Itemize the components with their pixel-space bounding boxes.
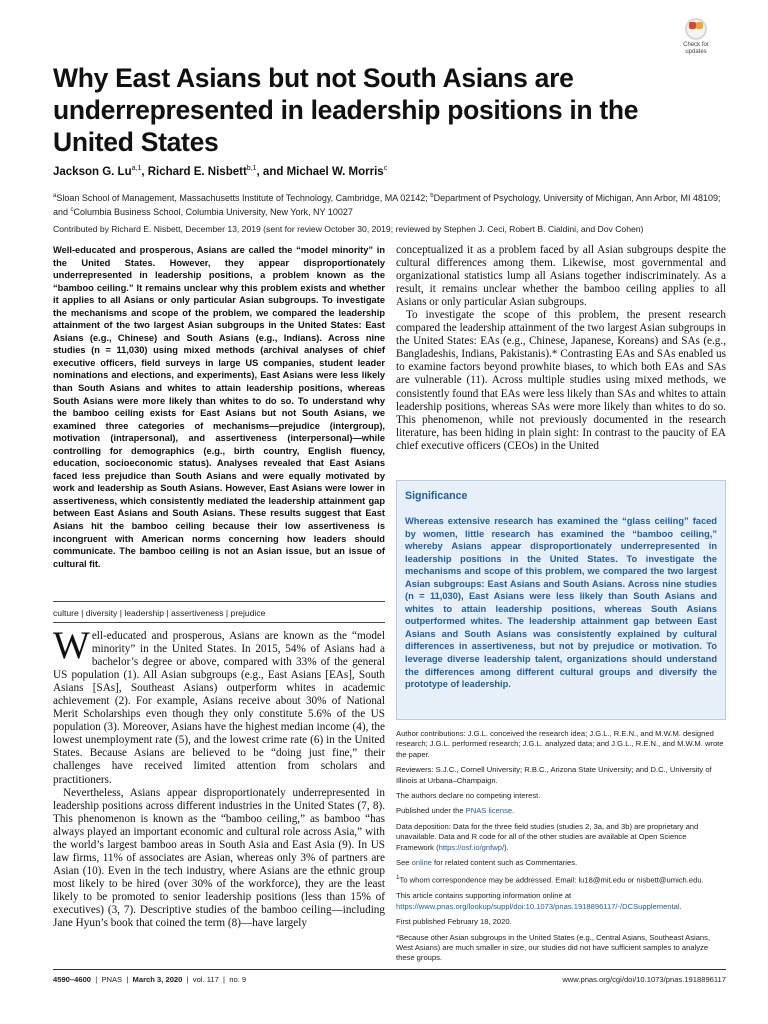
- body-column-right: [396, 244, 726, 453]
- footer-doi-url[interactable]: www.pnas.org/cgi/doi/10.1073/pnas.1918896117: [562, 975, 726, 984]
- body-paragraph: To investigate the scope of this problem, the present research compared the leadership attainment of the two largest Asian subgroups in the United States: EAs (e.g., Chinese, Japanese, Koreans) and SAs (e.g., Bangladeshis, Indians, Pakistanis).* Contrasting EAs and SAs enabled us to examine factors beyond prowhite biases, to which both EAs and SAs are vulnerable (11). Across multiple studies using mixed methods, we consistently found that EAs were less likely than SAs and whites to attain leadership positions, whereas SAs were more likely than whites to do so. This phenomenon, while not previously documented in the research literature, has been hiding in plain sight: In contrast to the paucity of EA chief executive officers (CEOs) in the United: [396, 309, 726, 452]
- footer-divider: [53, 969, 726, 970]
- badge-label: Check for updates: [683, 42, 709, 55]
- author-list: Jackson G. Lu$^{a,1}$, Richard E. Nisbett$^{b,1}$, and Michael W. Morris$^c$: [53, 165, 388, 178]
- osf-link[interactable]: https://osf.io/gnfwp/: [438, 842, 505, 852]
- license-note: Published under the PNAS license.: [396, 806, 515, 816]
- significance-title: Significance: [405, 490, 468, 502]
- supporting-info: This article contains supporting information online at https://www.pnas.org/lookup/suppl/doi:10.1073/pnas.1918896117/-/DCSupplemental.: [396, 891, 682, 911]
- correspondence: $^1$To whom correspondence may be addressed. Email: lu18@mit.edu or nisbett@umich.edu.: [396, 874, 704, 885]
- article-notes: [396, 729, 726, 969]
- footnote: *Because other Asian subgroups in the United States (e.g., Central Asians, Southeast Asians, West Asians) are much smaller in size, our studies did not have sufficient samples to analyze these groups.: [396, 932, 711, 963]
- author-name: Michael W. Morris: [286, 165, 384, 178]
- footer-citation: 4590–4600 | PNAS | March 3, 2020 | vol. 117 | no. 9: [53, 975, 247, 984]
- drop-cap: W: [53, 624, 90, 667]
- author-name: Richard E. Nisbett: [147, 165, 247, 178]
- abstract: Well-educated and prosperous, Asians are called the “model minority” in the United States. However, they appear disproportionately underrepresented in leadership positions, a problem known as the “bamboo ceiling.” It remains unclear why this problem exists and whether it applies to all Asians or only particular Asian subgroups. To investigate the mechanisms and scope of the problem, we compared the leadership attainment of the two largest Asian subgroups in the United States: East Asians (e.g., Chinese) and South Asians (e.g., Indians). Across nine studies (n = 11,030) using mixed methods (archival analyses of chief executive officers, field surveys in large US companies, student leader nominations and elections, and experiments), East Asians were less likely than South Asians and whites to attain leadership positions, whereas South Asians were more likely than whites to do so. To understand why the bamboo ceiling exists for East Asians but not South Asians, we examined three categories of mechanisms—prejudice (intergroup), motivation (intrapersonal), and assertiveness (interpersonal)—while controlling for demographics (e.g., birth country, English fluency, education, socioeconomic status). Analyses revealed that East Asians faced less prejudice than South Asians and were equally motivated by work and leadership as South Asians. However, East Asians were lower in assertiveness, which consistently mediated the leadership attainment gap between East Asians and South Asians. These results suggest that East Asians hit the bamboo ceiling because their low assertiveness is incongruent with American norms concerning how leaders should communicate. The bamboo ceiling is not an Asian issue, but an issue of cultural fit.: [53, 245, 385, 569]
- significance-text: Whereas extensive research has examined the “glass ceiling” faced by women, little research has examined the “bamboo ceiling,” whereby Asians appear disproportionately underrepresented in leadership positions in the United States. To investigate the mechanisms and scope of this problem, we compared the two largest Asian subgroups: East Asians and South Asians. Across nine studies (n = 11,030), East Asians were less likely than South Asians and whites to attain leadership positions, whereas South Asians outperformed whites. The leadership attainment gap between East Asians and South Asians was consistently explained by cultural differences in assertiveness, but not by prejudice or motivation. To leverage diverse leadership talent, organizations should understand the differences among different cultural groups and diversify the prototype of leadership.: [405, 516, 717, 690]
- body-column-left: [53, 624, 385, 930]
- significance-box: [396, 480, 726, 720]
- data-deposition: Data deposition: Data for the three field studies (studies 2, 3a, and 3b) are proprietary and unavailable. Data and R code for all of the other studies are available at Open Science Framework (https://osf.io/gnfwp/).: [396, 821, 699, 852]
- contributed-line: Contributed by Richard E. Nisbett, December 13, 2019 (sent for review October 30, 2019; reviewed by Stephen J. Ceci, Robert B. Cialdini, and Dov Cohen): [53, 224, 644, 234]
- crossmark-icon: [685, 18, 707, 40]
- body-paragraph: conceptualized it as a problem faced by all Asian subgroups despite the cultural differences among them. Likewise, most governmental and organizational statistics lump all Asians together indiscriminately. As a result, it remains unclear whether the bamboo ceiling applies to all Asians or only particular Asian subgroups.: [396, 244, 726, 309]
- affiliations: $^a$Sloan School of Management, Massachusetts Institute of Technology, Cambridge, MA 02142; $^b$Department of Psychology, University of Michigan, Ann Arbor, MI 48109; and $^c$Columbia Business School, Columbia University, New York, NY 10027: [53, 193, 721, 217]
- keywords: culture | diversity | leadership | assertiveness | prejudice: [53, 608, 266, 618]
- first-published: First published February 18, 2020.: [396, 917, 512, 927]
- check-for-updates-badge[interactable]: [676, 18, 716, 62]
- reviewers: Reviewers: S.J.C., Cornell University; R.B.C., Arizona State University; and D.C., University of Illinois at Urbana–Champaign.: [396, 765, 712, 785]
- online-link[interactable]: online: [411, 858, 432, 868]
- author-contributions: Author contributions: J.G.L. conceived the research idea; J.G.L., R.E.N., and M.W.M. designed research; J.G.L. performed research; J.G.L. analyzed data; and J.G.L., R.E.N., and M.W.M. wrote the paper.: [396, 729, 724, 759]
- license-link[interactable]: PNAS license: [465, 806, 513, 816]
- divider: [53, 622, 385, 623]
- body-paragraph: Nevertheless, Asians appear disproportionately underrepresented in leadership positions across different industries in the United States (7, 8). This phenomenon is known as the “bamboo ceiling,” as bamboo “has always played an important economic and cultural role across Asia,” with the world’s largest bamboo areas in South Asia and East Asia (9). In US law firms, 11% of associates are Asian, whereas only 3% of partners are Asian (10). Even in the tech industry, where Asians are the ethnic group most likely to be hired (over 30% of the workforce), they are the least likely to be promoted to senior leadership positions (less than 15% of executives) (3, 7). Descriptive studies of the bamboo ceiling—including Jane Hyun’s book that coined the term (8)—have largely: [53, 786, 385, 930]
- si-link[interactable]: https://www.pnas.org/lookup/suppl/doi:10.1073/pnas.1918896117/-/DCSupplemental: [396, 901, 680, 911]
- author-name: Jackson G. Lu: [53, 165, 132, 178]
- divider: [53, 601, 385, 602]
- article-title: Why East Asians but not South Asians are underrepresented in leadership positions in the United States: [53, 63, 639, 157]
- competing-interest: The authors declare no competing interest.: [396, 791, 541, 801]
- related-content: See online for related content such as Commentaries.: [396, 858, 578, 868]
- body-paragraph: Well-educated and prosperous, Asians are known as the “model minority” in the United States. In 2015, 54% of Asians had a bachelor’s degree or above, compared with 33% of the general US population (1). All Asian subgroups (e.g., East Asians [EAs], South Asians [SAs], Southeast Asians) outperform whites in academic achievement (2). For example, Asians receive about 30% of National Merit Scholarships even though they only constitute 5.6% of the US population (3). Moreover, Asians have the highest median income (4), the lowest unemployment rate (5), and the lowest crime rate (6) in the United States. Because Asians are believed to be “doing just fine,” their challenges have received limited attention from scholars and practitioners.: [53, 624, 385, 786]
